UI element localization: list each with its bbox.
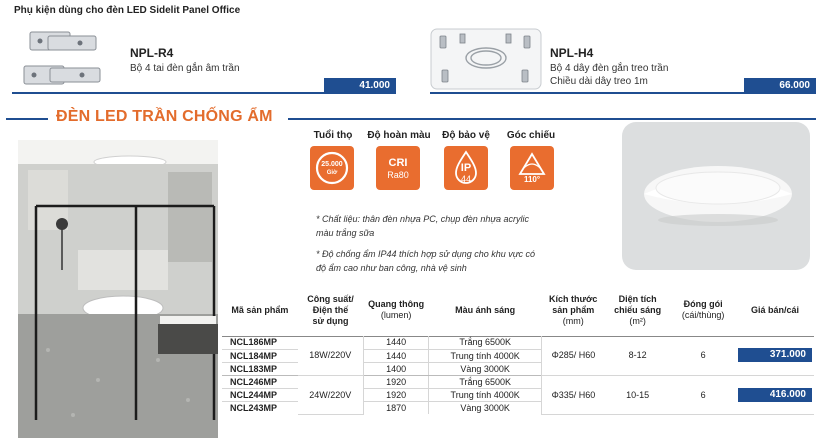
table-row: NCL186MP 18W/220V 1440 Trắng 6500K Φ285/ H60 8-12 6 371.000 <box>222 336 814 349</box>
section-title: ĐÈN LED TRẦN CHỐNG ẨM <box>56 108 273 125</box>
col-header-flux: Quang thông (lumen) <box>368 299 425 320</box>
col-header-color: Màu ánh sáng <box>455 304 516 315</box>
size-cell: Φ335/ H60 <box>541 375 604 414</box>
price-cell <box>736 375 814 414</box>
feature-label-cri: Độ hoàn màu <box>367 130 431 141</box>
beam-angle-icon: 110° <box>510 146 554 190</box>
col-header-size: Kích thước sản phẩm (mm) <box>548 293 598 326</box>
col-header-price: Giá bán/cái <box>750 304 799 315</box>
ip-drop-icon: IP 44 <box>444 146 488 190</box>
accessory-npl-r4 <box>12 22 396 94</box>
table-row: NCL246MP 24W/220V 1920 Trắng 6500K Φ335/ H60 10-15 6 416.000 <box>222 375 814 388</box>
col-header-pack: Đóng gói (cái/thùng) <box>681 299 725 320</box>
size-cell: Φ285/ H60 <box>541 336 604 375</box>
col-header-model: Mã sản phẩm <box>231 304 289 315</box>
ip-note: * Độ chống ẩm IP44 thích hợp sử dụng cho khu vực có <box>316 249 535 259</box>
price-badge: 371.000 <box>738 348 812 362</box>
table-row: NCL243MP 1870 Vàng 3000K <box>222 401 814 414</box>
accessory-price: 66.000 <box>744 78 816 94</box>
accessory-npl-h4 <box>430 22 816 94</box>
material-note-cont: màu trắng sữa <box>316 228 375 238</box>
pack-cell: 6 <box>670 336 736 375</box>
pack-cell: 6 <box>670 375 736 414</box>
price-badge: 416.000 <box>738 388 812 402</box>
hanging-wire-image <box>430 28 542 90</box>
spec-table <box>222 284 814 415</box>
feature-label-beam-angle: Góc chiếu <box>506 130 556 141</box>
mounting-clip-image <box>20 26 108 90</box>
accessory-code: NPL-H4 <box>550 46 594 60</box>
accessory-code: NPL-R4 <box>130 46 174 60</box>
accessory-description: Bộ 4 tai đèn gắn âm trần <box>130 63 240 74</box>
table-row: NCL184MP 1440 Trung tính 4000K <box>222 349 814 362</box>
ip-note-cont: độ ẩm cao như ban công, nhà vệ sinh <box>316 263 467 273</box>
power-cell: 24W/220V <box>298 375 364 414</box>
area-cell: 10-15 <box>605 375 670 414</box>
clock-icon: 25.000 Giờ <box>310 146 354 190</box>
feature-label-protection: Độ bảo vệ <box>442 130 490 141</box>
table-row: NCL183MP 1400 Vàng 3000K <box>222 362 814 375</box>
material-note: * Chất liệu: thân đèn nhựa PC, chụp đèn nhựa acrylic <box>316 214 530 224</box>
accessory-description: Bộ 4 dây đèn gắn treo trần Chiều dài dây treo 1m <box>550 63 669 87</box>
ceiling-lamp-photo <box>622 122 810 270</box>
bathroom-scene-image <box>18 140 218 438</box>
price-cell <box>736 336 814 375</box>
cri-icon: CRI Ra80 <box>376 146 420 190</box>
col-header-area: Diện tích chiếu sáng (m²) <box>614 293 662 326</box>
accessory-price: 41.000 <box>324 78 396 94</box>
col-header-power: Công suất/ Điện thế sử dụng <box>307 293 354 326</box>
power-cell: 18W/220V <box>298 336 364 375</box>
table-row: NCL244MP 1920 Trung tính 4000K <box>222 388 814 401</box>
page-header-title: Phụ kiện dùng cho đèn LED Sidelit Panel Office <box>14 5 241 16</box>
feature-label-lifetime: Tuổi thọ <box>313 130 353 141</box>
area-cell: 8-12 <box>605 336 670 375</box>
